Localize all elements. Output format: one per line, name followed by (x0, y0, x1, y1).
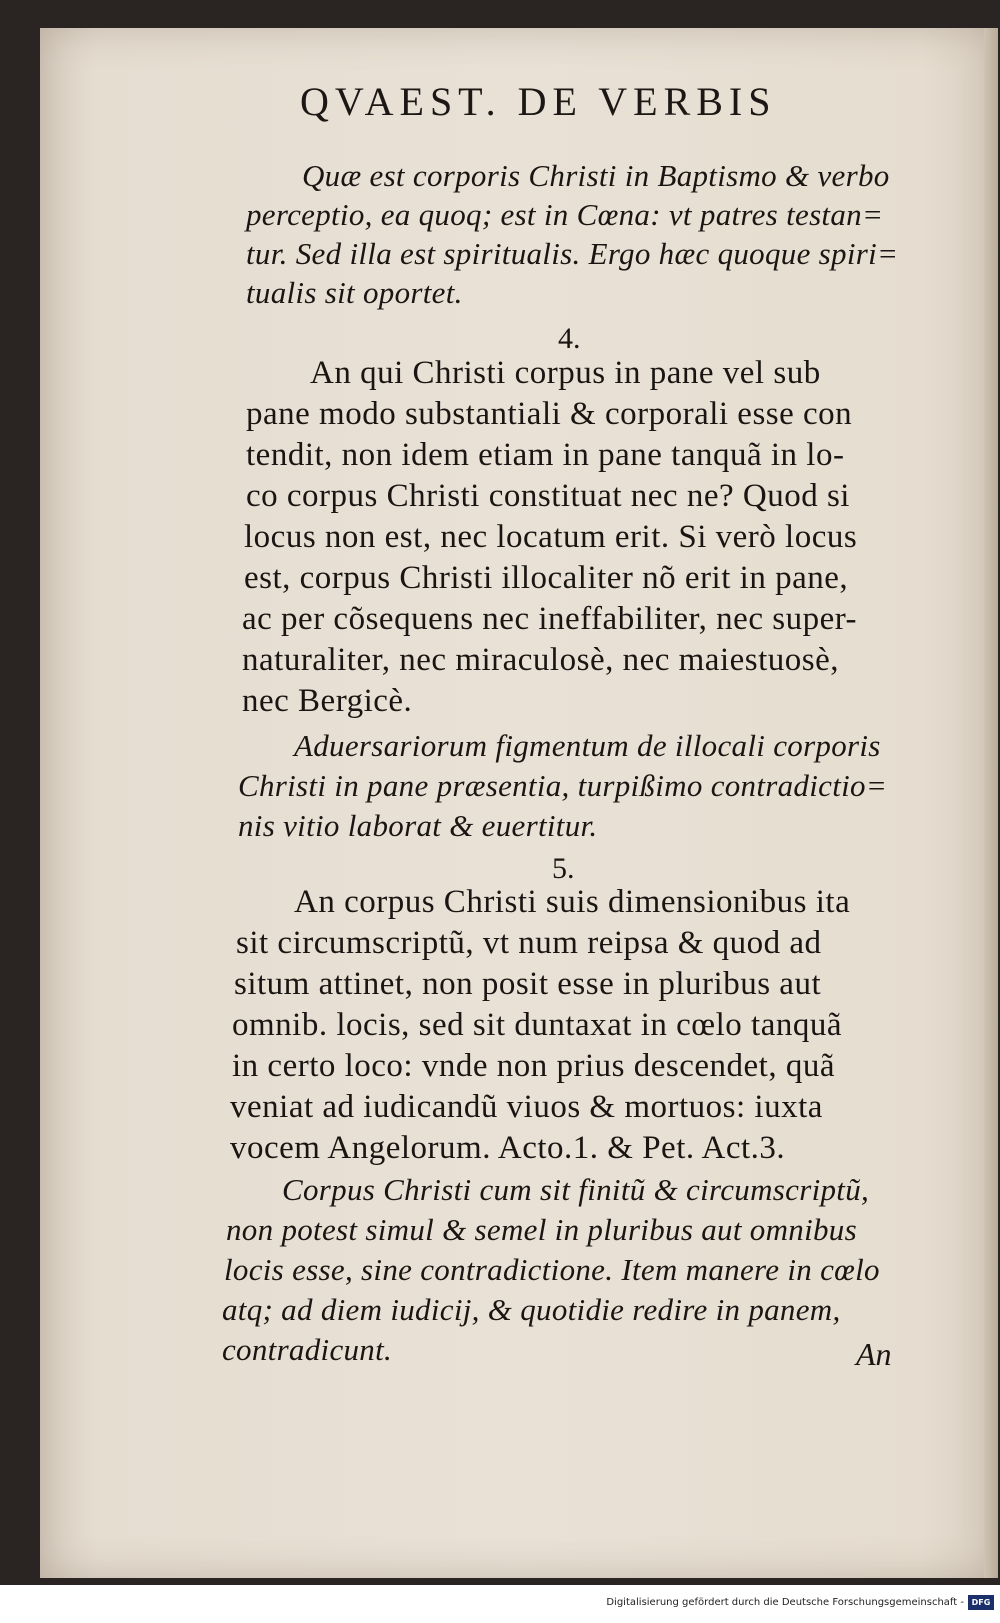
paragraph-1-line: tualis sit oportet. (246, 275, 463, 310)
paragraph-4-line: situm attinet, non posit esse in pluribus aut (234, 966, 822, 1002)
paragraph-3-line: nis vitio laborat & euertitur. (238, 808, 598, 843)
running-head: QVAEST. DE VERBIS (300, 79, 777, 124)
paragraph-2-line: pane modo substantiali & corporali esse con (246, 396, 853, 432)
section-number-5: 5. (552, 852, 575, 885)
section-number-4: 4. (558, 322, 581, 355)
footer-bar (0, 1585, 1000, 1623)
paragraph-4-line: omnib. locis, sed sit duntaxat in cœlo tanquã (232, 1007, 842, 1043)
paragraph-5-line: atq; ad diem iudicij, & quotidie redire in panem, (222, 1292, 841, 1327)
paragraph-1-line: Quæ est corporis Christi in Baptismo & verbo (302, 158, 890, 193)
paragraph-3-line: Christi in pane præsentia, turpißimo contradictio= (238, 768, 888, 803)
paragraph-4-line: vocem Angelorum. Acto.1. & Pet. Act.3. (230, 1130, 786, 1166)
paragraph-4-line: An corpus Christi suis dimensionibus ita (294, 884, 851, 920)
paragraph-2-line: naturaliter, nec miraculosè, nec maiestuosè, (242, 642, 840, 678)
paragraph-4-line: veniat ad iudicandũ viuos & mortuos: iuxta (230, 1089, 823, 1125)
catchword: An (856, 1336, 892, 1372)
paragraph-4-line: in certo loco: vnde non prius descendet, quã (232, 1048, 835, 1084)
paragraph-3-line: Aduersariorum figmentum de illocali corporis (294, 728, 881, 763)
paragraph-2-line: An qui Christi corpus in pane vel sub (310, 355, 821, 391)
paragraph-2-line: locus non est, nec locatum erit. Si verò locus (244, 519, 858, 555)
paragraph-2-line: ac per cõsequens nec ineffabiliter, nec super- (242, 601, 858, 637)
paragraph-4-line: sit circumscriptũ, vt num reipsa & quod ad (236, 925, 822, 961)
paragraph-2-line: est, corpus Christi illocaliter nõ erit in pane, (244, 560, 849, 596)
paragraph-5-line: contradicunt. (222, 1332, 393, 1367)
paragraph-2-line: nec Bergicè. (242, 683, 413, 719)
paragraph-2-line: co corpus Christi constituat nec ne? Quod si (246, 478, 850, 514)
page-edge (984, 28, 998, 1578)
footer-credit: Digitalisierung gefördert durch die Deutsche Forschungsgemeinschaft - (606, 1597, 964, 1608)
paragraph-1-line: perceptio, ea quoq; est in Cœna: vt patres testan= (246, 197, 884, 232)
dfg-logo-icon: DFG (968, 1595, 994, 1610)
paragraph-5-line: locis esse, sine contradictione. Item manere in cœlo (224, 1252, 880, 1287)
paragraph-1-line: tur. Sed illa est spiritualis. Ergo hæc quoque spiri= (246, 236, 899, 271)
paragraph-2-line: tendit, non idem etiam in pane tanquã in lo- (246, 437, 845, 473)
paragraph-5-line: Corpus Christi cum sit finitũ & circumscriptũ, (282, 1172, 870, 1207)
paragraph-5-line: non potest simul & semel in pluribus aut omnibus (226, 1212, 857, 1247)
